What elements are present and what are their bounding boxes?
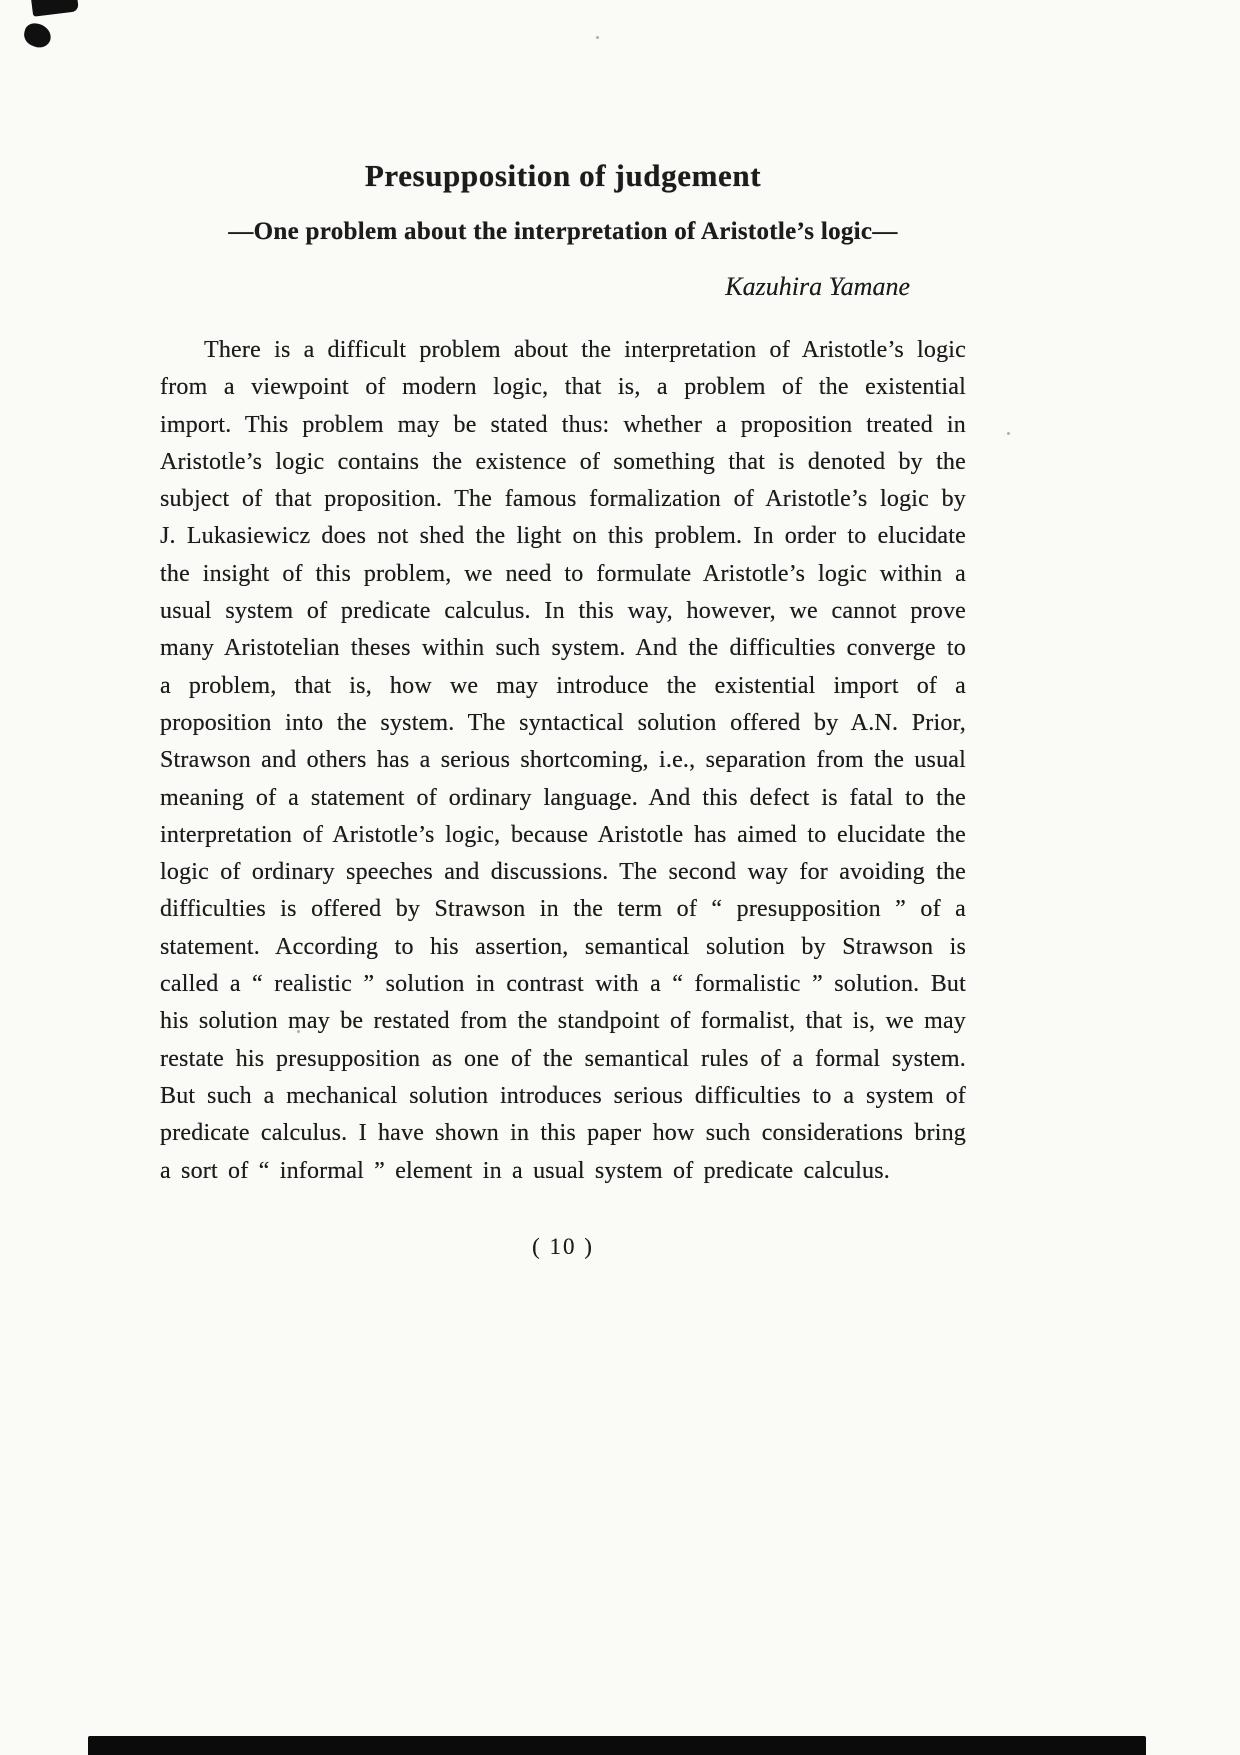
scan-edge-bar <box>88 1736 1146 1755</box>
paper-subtitle: —One problem about the interpretation of Aristotle’s logic— <box>228 218 898 245</box>
page-number: ( 10 ) <box>532 1233 594 1259</box>
scan-speck <box>1007 432 1010 435</box>
author-name: Kazuhira Yamane <box>725 272 910 301</box>
abstract-paragraph: There is a difficult problem about the interpretation of Aristotle’s logic from a viewpoint of modern logic, that is, a problem of the existential import. This problem may be stated thus: whether a proposition treated in Aristotle’s logic contains the existence of something that is denoted by the subject of that proposition. The famous formalization of Aristotle’s logic by J. Lukasiewicz does not shed the light on this problem. In order to elucidate the insight of this problem, we need to formulate Aristotle’s logic within a usual system of predicate calculus. In this way, however, we cannot prove many Aristotelian theses within such system. And the difficulties converge to a problem, that is, how we may introduce the existential import of a proposition into the system. The syntactical solution offered by A.N. Prior, Strawson and others has a serious shortcoming, i.e., separation from the usual meaning of a statement of ordinary language. And this defect is fatal to the interpretation of Aristotle’s logic, because Aristotle has aimed to elucidate the logic of ordinary speeches and discussions. The second way for avoiding the difficulties is offered by Strawson in the term of “ presupposition ” of a statement. According to his assertion, semantical solution by Strawson is called a “ realistic ” solution in contrast with a “ formalistic ” solution. But his solution may be restated from the standpoint of formalist, that is, we may restate his presupposition as one of the semantical rules of a formal system. But such a mechanical solution introduces serious difficulties to a system of predicate calculus. I have shown in this paper how such considerations bring a sort of “ informal ” element in a usual system of predicate calculus. <box>160 337 966 1184</box>
scan-artifact-top-left-2 <box>22 21 54 50</box>
paper-content-column <box>160 0 966 1260</box>
scan-artifact-top-left <box>31 0 79 17</box>
paper-title: Presupposition of judgement <box>364 158 762 193</box>
